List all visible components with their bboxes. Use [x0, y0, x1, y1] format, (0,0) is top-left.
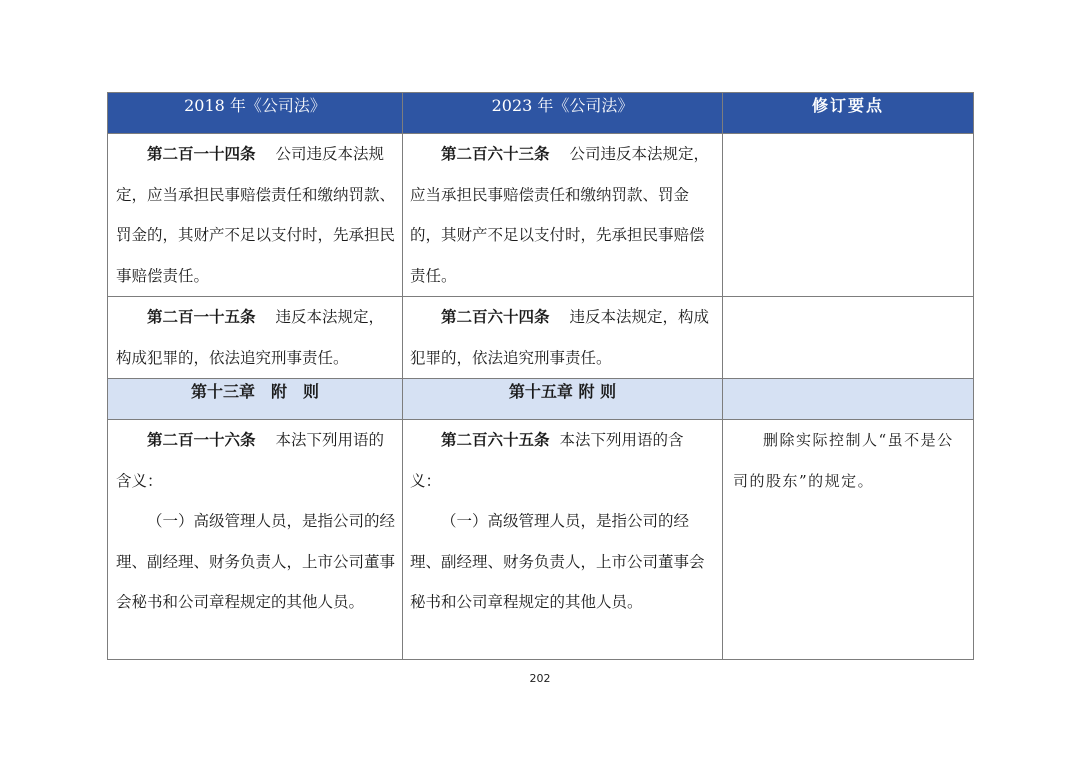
article-number: 第二百六十三条 [441, 145, 550, 163]
header-2018-law: 2018 年《公司法》 [108, 93, 403, 134]
revision-note-cell [723, 420, 974, 660]
new-law-cell [403, 297, 723, 379]
article-number: 第二百一十四条 [147, 145, 256, 163]
article-item: （一）高级管理人员，是指公司的经理、副经理、财务负责人，上市公司董事会秘书和公司章程规定的其他人员。 [410, 512, 705, 611]
article-number: 第二百六十五条 [441, 431, 550, 449]
article-text: 本法下列用语的含义： [116, 431, 385, 490]
revision-note-cell [723, 134, 974, 297]
article-text: 公司违反本法规定，应当承担民事赔偿责任和缴纳罚款、罚金的，其财产不足以支付时，先承担民事赔偿责任。 [410, 145, 710, 285]
old-law-cell [108, 297, 403, 379]
article-item: （一）高级管理人员，是指公司的经理、副经理、财务负责人，上市公司董事会秘书和公司章程规定的其他人员。 [116, 512, 396, 611]
table-row [108, 134, 974, 297]
chapter-title-old: 第十三章 附 则 [108, 379, 403, 420]
header-2023-law: 2023 年《公司法》 [403, 93, 723, 134]
article-number: 第二百六十四条 [441, 308, 550, 326]
article-text: 违反本法规定，构成犯罪的，依法追究刑事责任。 [116, 308, 385, 367]
table-row [108, 420, 974, 660]
new-law-cell [403, 420, 723, 660]
chapter-note [723, 379, 974, 420]
article-text: 违反本法规定，构成犯罪的，依法追究刑事责任。 [410, 308, 710, 367]
chapter-title-new: 第十五章 附 则 [403, 379, 723, 420]
article-text: 本法下列用语的含义： [410, 431, 684, 490]
revision-note-cell [723, 297, 974, 379]
new-law-cell [403, 134, 723, 297]
header-revision-points: 修订要点 [723, 93, 974, 134]
old-law-cell [108, 134, 403, 297]
page-number: 202 [529, 672, 551, 685]
comparison-table [107, 92, 974, 660]
table-row [108, 297, 974, 379]
article-text: 公司违反本法规定，应当承担民事赔偿责任和缴纳罚款、罚金的，其财产不足以支付时，先承担民事赔偿责任。 [116, 145, 396, 285]
old-law-cell [108, 420, 403, 660]
article-number: 第二百一十五条 [147, 308, 256, 326]
article-number: 第二百一十六条 [147, 431, 256, 449]
chapter-row [108, 379, 974, 420]
revision-note: 删除实际控制人“虽不是公司的股东”的规定。 [733, 431, 954, 490]
table-header-row [108, 93, 974, 134]
